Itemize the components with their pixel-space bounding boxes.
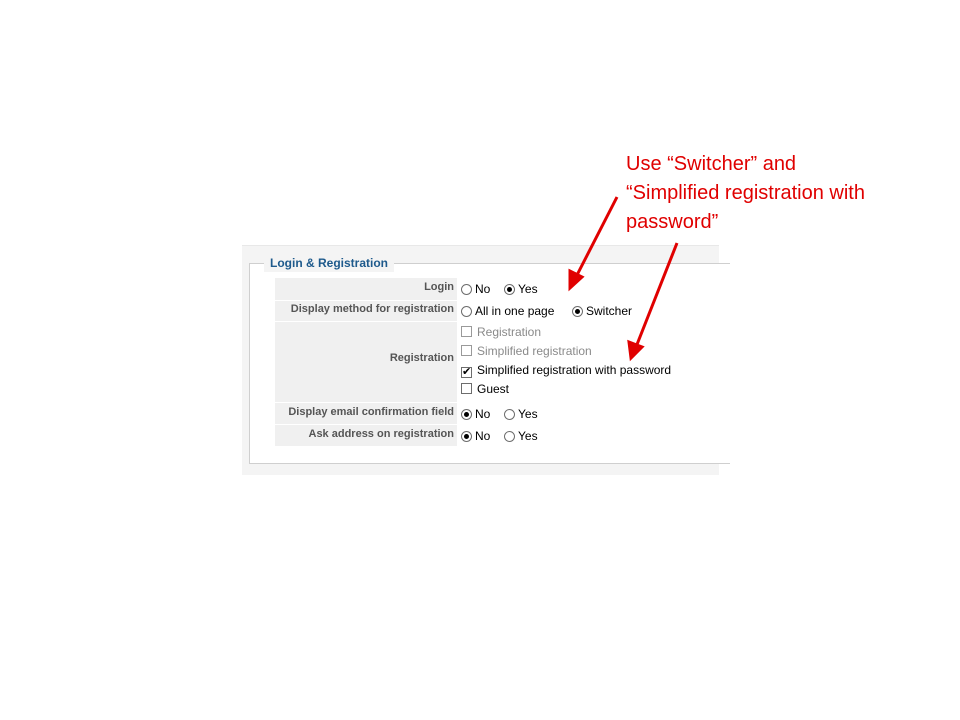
option-label: Switcher [586,304,633,318]
arrow-to-switcher [576,197,617,277]
option-label: Guest [477,382,510,396]
option-label: Simplified registration with password [477,363,672,377]
annotation-line: “Simplified registration with [626,182,865,204]
annotation-line: Use “Switcher” and [626,153,797,175]
arrowhead-switcher [570,271,582,288]
section-title: Login & Registration [264,254,394,272]
annotation-line: password” [626,211,719,233]
label-email-confirmation: Display email confirmation field [288,406,454,418]
option-label: Registration [477,325,542,339]
option-label: Yes [518,282,538,296]
arrow-to-simplified-password [636,243,677,347]
label-ask-address: Ask address on registration [308,428,454,440]
checkbox-checked[interactable]: ✔ [462,366,472,378]
label-display-method: Display method for registration [290,303,454,315]
label-registration: Registration [389,352,454,364]
option-label: Simplified registration [477,344,592,358]
option-label: Yes [518,429,538,443]
arrowhead-simplified-password [629,342,642,358]
option-label: Yes [518,407,538,421]
option-label: No [475,282,491,296]
label-login: Login [424,281,454,293]
option-label: No [475,407,491,421]
option-label: No [475,429,491,443]
option-label: All in one page [475,304,555,318]
